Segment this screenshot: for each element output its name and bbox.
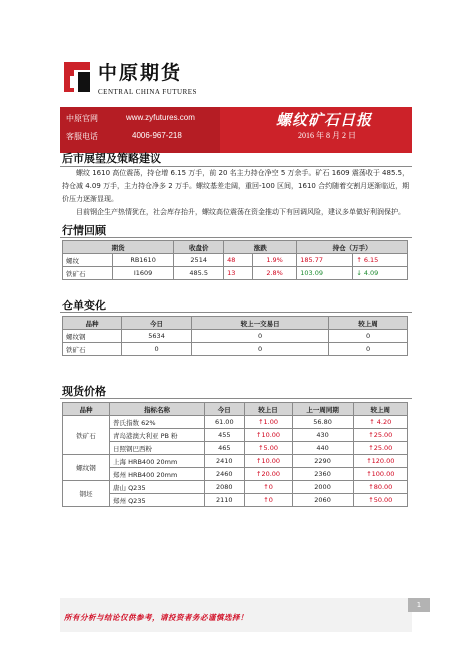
header-indicator: 指标名称 [110, 403, 205, 416]
header-close: 收盘价 [174, 241, 224, 254]
table-row [63, 455, 408, 468]
vs-prev-change: ↑5.00 [244, 442, 292, 455]
table-row [63, 468, 408, 481]
today-price: 465 [205, 442, 245, 455]
header-last-week-same: 上一周同期 [292, 403, 353, 416]
vs-week-change: ↑50.00 [353, 494, 407, 507]
vs-week-change: ↑120.00 [353, 455, 407, 468]
header-today: 今日 [205, 403, 245, 416]
close-price: 485.5 [174, 267, 224, 280]
price-change-pct: 1.9% [252, 254, 296, 267]
indicator-name: 普氏指数 62% [110, 416, 205, 429]
vs-prev-change: ↑0 [244, 494, 292, 507]
variety-name: 钢坯 [63, 481, 110, 507]
variety-name: 铁矿石 [63, 343, 122, 356]
report-date: 2016 年 8 月 2 日 [298, 131, 356, 140]
today-price: 61.00 [205, 416, 245, 429]
price-change: 48 [224, 254, 253, 267]
vs-prev-change: ↑10.00 [244, 455, 292, 468]
header-today: 今日 [122, 317, 192, 330]
table-row [63, 267, 408, 280]
header-vs-prev-day: 较上日 [244, 403, 292, 416]
market-section-title: 行情回顾 [62, 224, 106, 237]
header-variety: 品种 [63, 317, 122, 330]
today-price: 455 [205, 429, 245, 442]
header-vs-prev-day: 较上一交易日 [192, 317, 329, 330]
vs-week-value: 0 [329, 330, 408, 343]
warrant-table [62, 316, 408, 356]
today-value: 5634 [122, 330, 192, 343]
company-logo-mark [62, 58, 94, 98]
vs-week-change: ↑80.00 [353, 481, 407, 494]
last-week-price: 430 [292, 429, 353, 442]
vs-prev-change: ↑0 [244, 481, 292, 494]
header-vs-last-week: 较上周 [329, 317, 408, 330]
company-logo-english: CENTRAL CHINA FUTURES [98, 88, 197, 96]
header-open-interest: 持仓（万手） [297, 241, 408, 254]
vs-prev-value: 0 [192, 343, 329, 356]
vs-week-value: 0 [329, 343, 408, 356]
header-variety: 品种 [63, 403, 110, 416]
today-value: 0 [122, 343, 192, 356]
table-row [63, 254, 408, 267]
company-logo-text: 中原期货 [98, 62, 183, 84]
last-week-price: 2290 [292, 455, 353, 468]
warrant-section-title: 仓单变化 [62, 299, 106, 312]
indicator-name: 日照钢巴西粉 [110, 442, 205, 455]
product-name: 铁矿石 [63, 267, 113, 280]
table-row [63, 330, 408, 343]
variety-name: 螺纹钢 [63, 330, 122, 343]
indicator-name: 唐山 Q235 [110, 481, 205, 494]
today-price: 2410 [205, 455, 245, 468]
indicator-name: 郑州 Q235 [110, 494, 205, 507]
close-price: 2514 [174, 254, 224, 267]
vs-prev-value: 0 [192, 330, 329, 343]
phone-number: 4006-967-218 [132, 131, 182, 140]
indicator-name: 上海 HRB400 20mm [110, 455, 205, 468]
section-divider [60, 398, 412, 399]
outlook-section-title: 后市展望及策略建议 [62, 152, 161, 165]
last-week-price: 2000 [292, 481, 353, 494]
vs-prev-change: ↑20.00 [244, 468, 292, 481]
table-row [63, 343, 408, 356]
page-number: 1 [408, 598, 430, 612]
product-name: 螺纹 [63, 254, 113, 267]
table-row [63, 429, 408, 442]
last-week-price: 56.80 [292, 416, 353, 429]
variety-name: 螺纹钢 [63, 455, 110, 481]
spot-table [62, 402, 408, 507]
table-row [63, 442, 408, 455]
phone-label: 客服电话 [66, 132, 98, 141]
open-interest-change: ↑ 6.15 [353, 254, 408, 267]
header-vs-last-week: 较上周 [353, 403, 407, 416]
today-price: 2460 [205, 468, 245, 481]
website-link[interactable]: www.zyfutures.com [126, 113, 195, 122]
price-change-pct: 2.8% [252, 267, 296, 280]
last-week-price: 440 [292, 442, 353, 455]
website-label: 中原官网 [66, 114, 98, 123]
vs-week-change: ↑25.00 [353, 442, 407, 455]
today-price: 2080 [205, 481, 245, 494]
header-change: 涨跌 [224, 241, 297, 254]
vs-prev-change: ↑10.00 [244, 429, 292, 442]
section-divider [60, 237, 412, 238]
section-divider [60, 312, 412, 313]
last-week-price: 2360 [292, 468, 353, 481]
vs-week-change: ↑25.00 [353, 429, 407, 442]
report-title: 螺纹矿石日报 [276, 111, 373, 129]
open-interest: 103.09 [297, 267, 353, 280]
table-row [63, 494, 408, 507]
table-row [63, 416, 408, 429]
price-change: 13 [224, 267, 253, 280]
outlook-paragraph-1: 螺纹 1610 高位震荡，持仓增 6.15 万手，前 20 名主力持仓净空 5 万余手。矿石 1609 震荡收于 485.5，持仓减 4.09 万手，主力持仓净多 2 万手。螺纹基差走阔，重回-100 区间，1610 合约随着交割月逐渐临近，期价压力逐渐显现。 [62, 169, 410, 203]
spot-section-title: 现货价格 [62, 385, 106, 398]
vs-week-change: ↑100.00 [353, 468, 407, 481]
market-table [62, 240, 408, 280]
vs-week-change: ↑ 4.20 [353, 416, 407, 429]
open-interest-change: ↓ 4.09 [353, 267, 408, 280]
indicator-name: 郑州 HRB400 20mm [110, 468, 205, 481]
contract-code: I1609 [112, 267, 173, 280]
table-row [63, 481, 408, 494]
today-price: 2110 [205, 494, 245, 507]
variety-name: 铁矿石 [63, 416, 110, 455]
open-interest: 185.77 [297, 254, 353, 267]
last-week-price: 2060 [292, 494, 353, 507]
indicator-name: 青岛港澳大利亚 PB 粉 [110, 429, 205, 442]
vs-prev-change: ↑1.00 [244, 416, 292, 429]
footer-disclaimer: 所有分析与结论仅供参考，请投资者务必谨慎选择！ [64, 613, 248, 622]
header-futures: 期货 [63, 241, 174, 254]
outlook-paragraph-2: 目前钢企生产热情犹在，社会库存抬升，螺纹高位震荡在资金推动下有回调风险，建议多单做好利润保护。 [76, 208, 405, 216]
contract-code: RB1610 [112, 254, 173, 267]
